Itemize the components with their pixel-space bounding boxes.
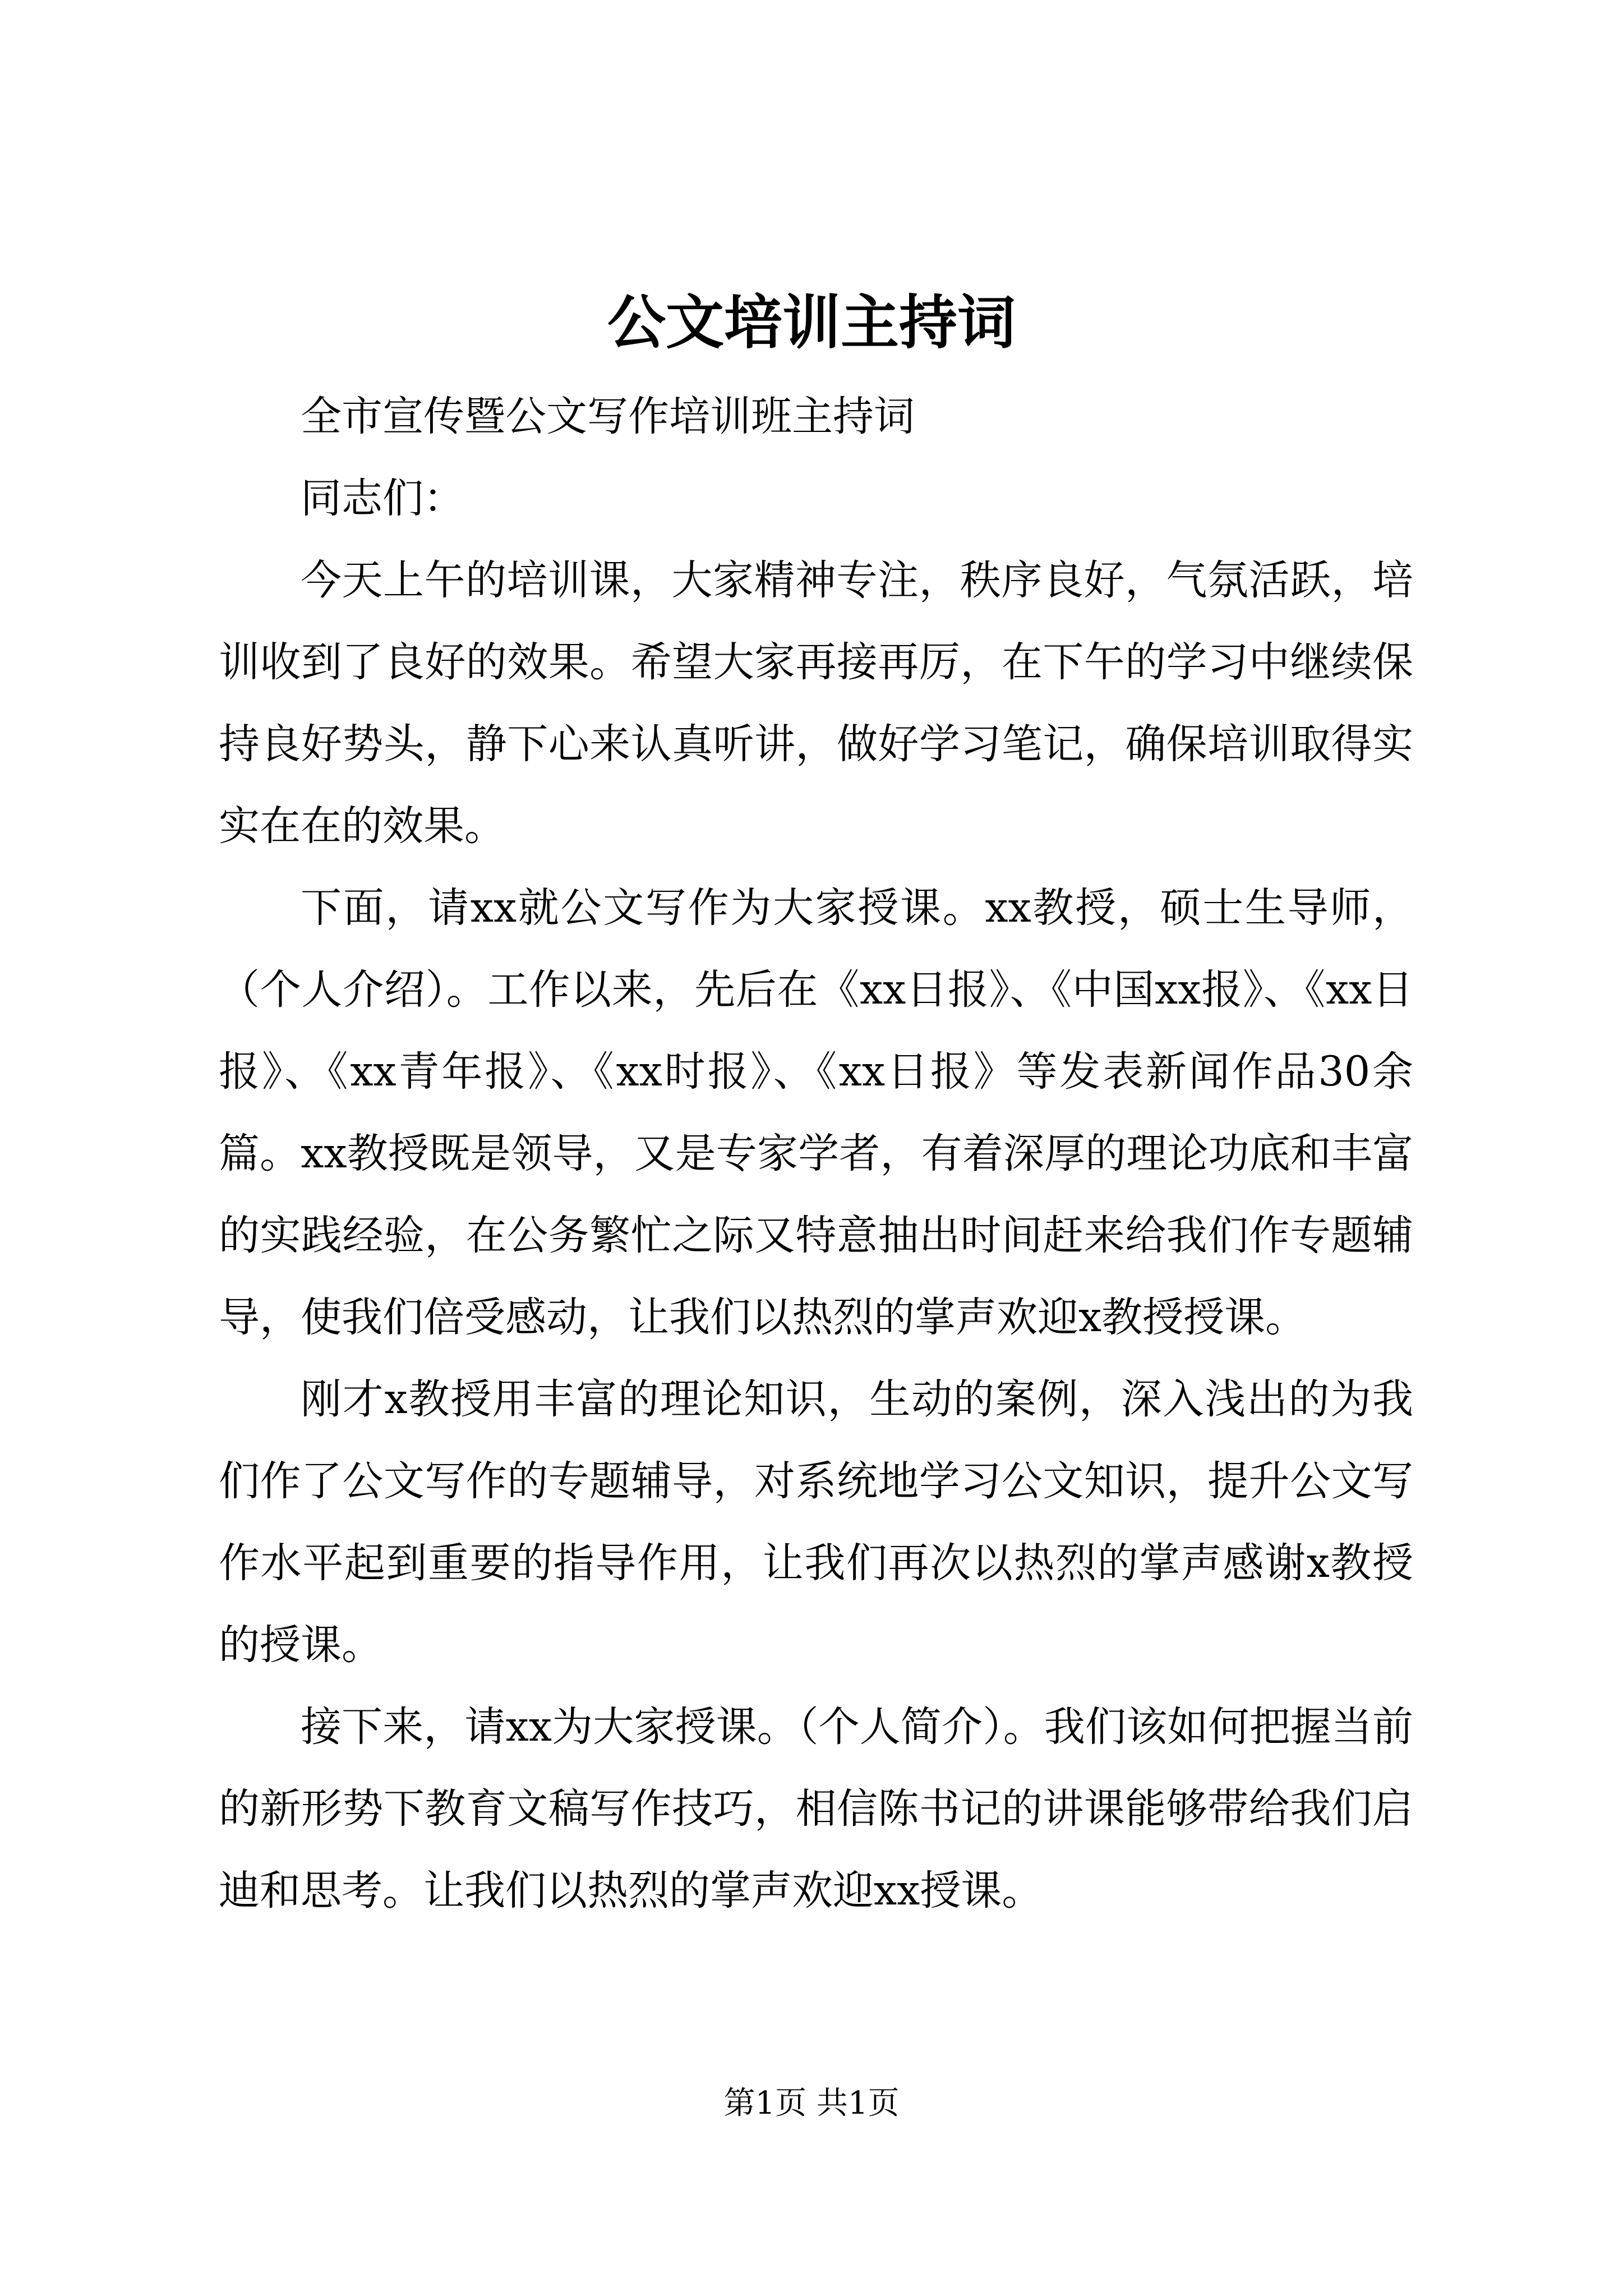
document-body — [219, 376, 1413, 1932]
subtitle-paragraph: 全市宣传暨公文写作培训班主持词 — [301, 393, 915, 440]
body-paragraph: 今天上午的培训课，大家精神专注，秩序良好，气氛活跃，培训收到了良好的效果。希望大家再接再厉，在下午的学习中继续保持良好势头，静下心来认真听讲，做好学习笔记，确保培训取得实实在在的效果。 — [219, 556, 1413, 850]
body-paragraph: 接下来，请xx为大家授课。（个人简介）。我们该如何把握当前的新形势下教育文稿写作技巧，相信陈书记的讲课能够带给我们启迪和思考。让我们以热烈的掌声欢迎xx授课。 — [219, 1703, 1413, 1915]
salutation-paragraph: 同志们： — [301, 475, 464, 522]
document-title: 公文培训主持词 — [607, 288, 1016, 357]
page-footer: 第1页 共1页 — [723, 2085, 900, 2122]
body-paragraph: 下面，请xx就公文写作为大家授课。xx教授，硕士生导师，（个人介绍）。工作以来，先后在《xx日报》、《中国xx报》、《xx日报》、《xx青年报》、《xx时报》、《xx日报》等发表新闻作品30余篇。xx教授既是领导，又是专家学者，有着深厚的理论功底和丰富的实践经验，在公务繁忙之际又特意抽出时间赶来给我们作专题辅导，使我们倍受感动，让我们以热烈的掌声欢迎x教授授课。 — [219, 884, 1413, 1341]
body-paragraph: 刚才x教授用丰富的理论知识，生动的案例，深入浅出的为我们作了公文写作的专题辅导，对系统地学习公文知识，提升公文写作水平起到重要的指导作用，让我们再次以热烈的掌声感谢x教授的授课。 — [219, 1375, 1413, 1669]
